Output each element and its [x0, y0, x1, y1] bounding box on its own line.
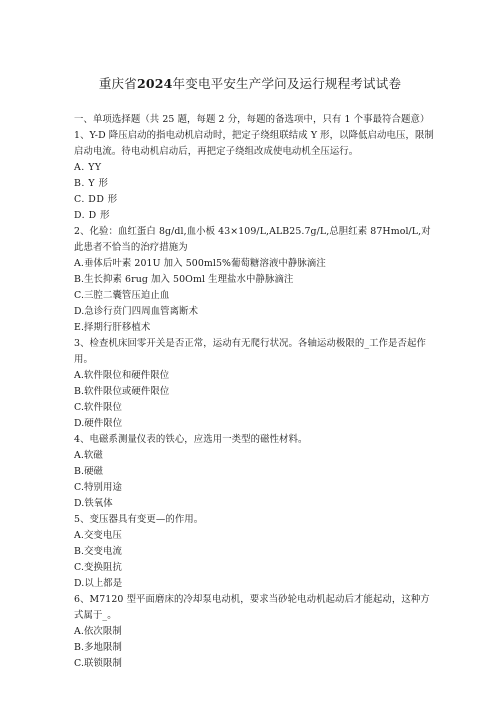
question-5-stem: 5、变压器具有变更—的作用。: [74, 514, 204, 525]
question-4-stem: 4、电磁系测量仪表的铁心，应选用一类型的磁性材料。: [74, 434, 308, 445]
question-3-stem: 3、检查机床回零开关是否正常，运动有无爬行状况。各轴运动极限的_工作是否起作用。: [74, 338, 426, 365]
question-3-option-d: D.硬件限位: [74, 418, 123, 429]
question-5-option-a: A.交变电压: [74, 530, 122, 541]
question-1-option-b: B. Y 形: [74, 178, 109, 189]
question-2-option-e: E.择期行肝移植术: [74, 322, 151, 333]
question-6-option-b: B.多地限制: [74, 642, 122, 653]
question-4-option-a: A.软磁: [74, 450, 103, 461]
question-1-option-d: D. D 形: [74, 210, 111, 221]
question-4-option-c: C.特别用途: [74, 482, 122, 493]
question-5-option-b: B.交变电流: [74, 546, 122, 557]
question-2-stem: 2、化验：血红蛋白 8g/dl,血小板 43×109/L,ALB25.7g/L,总胆红素 87Hmol/L,对此患者不恰当的治疗措施为: [74, 226, 431, 253]
question-1-option-a: A. YY: [74, 162, 102, 173]
question-2-option-c: C.三腔二囊管压迫止血: [74, 290, 170, 301]
question-1-stem: 1、Y-D 降压启动的指电动机启动时，把定子绕组联结成 Y 形，以降低启动电压，限制启动电流。待电动机启动后，再把定子绕组改成使电动机全压运行。: [74, 130, 434, 157]
question-6-option-a: A.依次限制: [74, 626, 122, 637]
question-2-option-a: A.垂体后叶素 201U 加入 500ml5%葡萄糖溶液中静脉滴注: [74, 258, 326, 269]
question-3-option-a: A.软件限位和硬件限位: [74, 370, 170, 381]
document-title: [0, 76, 500, 92]
question-5-option-d: D.以上都是: [74, 578, 123, 589]
title-suffix: 年变电平安生产学问及运行规程考试试卷: [172, 76, 402, 91]
question-3-option-c: C.软件限位: [74, 402, 122, 413]
question-5-option-c: C.变换阻抗: [74, 562, 122, 573]
question-6-stem: 6、M7120 型平面磨床的冷却泵电动机，要求当砂轮电动机起动后才能起动，这种方式属于_。: [74, 594, 430, 621]
title-year: 2024: [136, 76, 173, 91]
title-prefix: 重庆省: [98, 76, 137, 91]
question-2-option-b: B.生长抑素 6rug 加入 50Oml 生理盐水中静脉滴注: [74, 274, 294, 285]
question-3-option-b: B.软件限位或硬件限位: [74, 386, 170, 397]
question-6-option-c: C.联锁限制: [74, 658, 122, 669]
question-1-option-c: C. DD 形: [74, 194, 118, 205]
question-4-option-d: D.铁氧体: [74, 498, 113, 509]
question-2-option-d: D.急诊行贲门四周血管离断术: [74, 306, 199, 317]
question-4-option-b: B.硬磁: [74, 466, 104, 477]
document-body: [74, 112, 434, 672]
section-heading: 一、单项选择题（共 25 题，每题 2 分，每题的备选项中，只有 1 个事最符合题意）: [74, 114, 430, 125]
